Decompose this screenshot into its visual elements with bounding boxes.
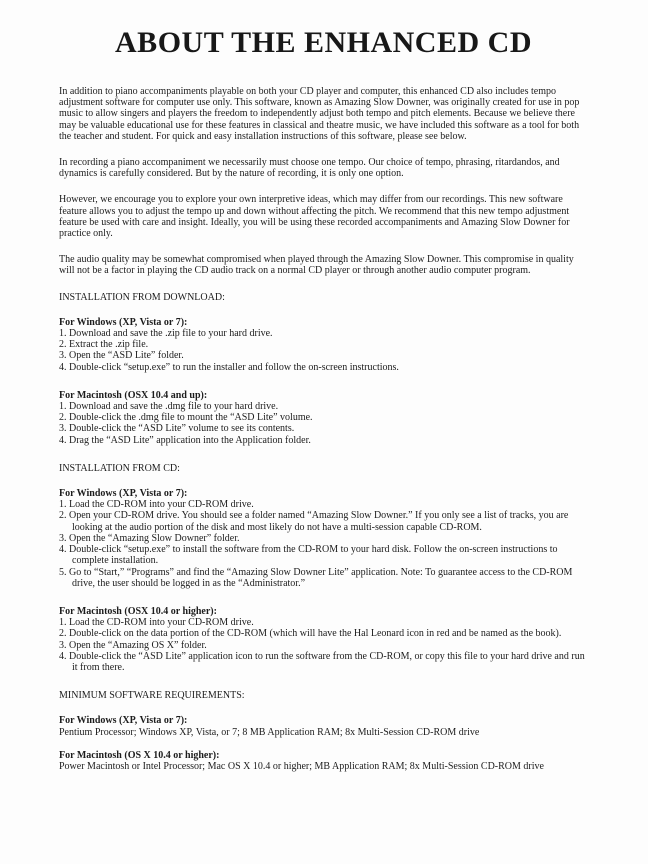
install-step: 4. Double-click “setup.exe” to install the software from the CD-ROM to your hard disk. Follow the on-screen instructions to complete installation.: [59, 544, 558, 567]
install-step: 2. Double-click the .dmg file to mount the “ASD Lite” volume.: [59, 412, 313, 424]
subsection-heading-windows-requirements: For Windows (XP, Vista or 7):: [59, 715, 188, 727]
section-heading-installation-from-cd: INSTALLATION FROM CD:: [59, 462, 180, 474]
subsection-macintosh-cd: [59, 606, 588, 673]
intro-paragraph-4: The audio quality may be somewhat compromised when played through the Amazing Slow Downer. This compromise in quality will not be a factor in playing the CD audio track on a normal CD player or through another audio computer program.: [59, 254, 574, 277]
install-step: 3. Open the “Amazing Slow Downer” folder.: [59, 532, 240, 544]
install-step: 2. Extract the .zip file.: [59, 339, 149, 351]
install-step: 4. Double-click “setup.exe” to run the installer and follow the on-screen instructions.: [59, 361, 399, 373]
install-step: 2. Open your CD-ROM drive. You should see a folder named “Amazing Slow Downer.” If you only see a list of tracks, you are looking at the audio portion of the disk and most likely do not have a multi-session capable CD-ROM.: [59, 510, 569, 533]
section-heading-minimum-software-requirements: MINIMUM SOFTWARE REQUIREMENTS:: [59, 690, 245, 702]
install-step: 3. Open the “ASD Lite” folder.: [59, 350, 184, 362]
subsection-heading-windows-cd: For Windows (XP, Vista or 7):: [59, 488, 188, 500]
requirements-line-macintosh: Power Macintosh or Intel Processor; Mac OS X 10.4 or higher; MB Application RAM; 8x Multi-Session CD-ROM drive: [59, 760, 544, 772]
install-step: 1. Load the CD-ROM into your CD-ROM drive.: [59, 617, 254, 629]
requirements-line-windows: Pentium Processor; Windows XP, Vista, or 7; 8 MB Application RAM; 8x Multi-Session CD-ROM drive: [59, 726, 480, 738]
install-step: 3. Open the “Amazing OS X” folder.: [59, 639, 207, 651]
install-step: 4. Drag the “ASD Lite” application into the Application folder.: [59, 434, 311, 446]
install-step: 1. Download and save the .zip file to your hard drive.: [59, 328, 273, 340]
install-step: 5. Go to “Start,” “Programs” and find the “Amazing Slow Downer Lite” application. Note: To guarantee access to the CD-ROM drive, the user should be logged in as the “Administrator.”: [59, 566, 573, 589]
subsection-heading-windows-download: For Windows (XP, Vista or 7):: [59, 316, 188, 328]
subsection-heading-macintosh-download: For Macintosh (OSX 10.4 and up):: [59, 389, 208, 401]
subsection-heading-macintosh-cd: For Macintosh (OSX 10.4 or higher):: [59, 605, 217, 617]
subsection-windows-download: [59, 317, 588, 373]
section-heading-installation-from-download: INSTALLATION FROM DOWNLOAD:: [59, 291, 225, 303]
intro-paragraph-1: In addition to piano accompaniments playable on both your CD player and computer, this enhanced CD also includes tempo adjustment software for computer use only. This software, known as Amazing Slow Downer, was originally created for use in pop music to allow singers and players the freedom to independently adjust both tempo and pitch elements. Because we believe there may be valuable educational use for these features in classical and theatre music, we have included this software as a tool for both the teacher and student. For quick and easy installation instructions of this software, please see below.: [59, 86, 580, 142]
subsection-macintosh-requirements: [59, 750, 588, 772]
install-step: 4. Double-click the “ASD Lite” application icon to run the software from the CD-ROM, or copy this file to your hard drive and run it from there.: [59, 650, 585, 673]
install-step: 1. Load the CD-ROM into your CD-ROM drive.: [59, 499, 254, 511]
page-title: ABOUT THE ENHANCED CD: [115, 26, 532, 59]
install-step: 1. Download and save the .dmg file to your hard drive.: [59, 401, 279, 413]
intro-paragraph-2: In recording a piano accompaniment we necessarily must choose one tempo. Our choice of tempo, phrasing, ritardandos, and dynamics is carefully considered. But by the nature of recording, it is only one option.: [59, 157, 560, 180]
subsection-windows-requirements: [59, 715, 588, 737]
subsection-heading-macintosh-requirements: For Macintosh (OS X 10.4 or higher):: [59, 749, 220, 761]
subsection-macintosh-download: [59, 390, 588, 446]
intro-paragraph-3: However, we encourage you to explore your own interpretive ideas, which may differ from our recordings. This new software feature allows you to adjust the tempo up and down without affecting the pitch. We recommend that this new tempo adjustment feature be used with care and insight. Ideally, you will be using these recorded accompaniments and Amazing Slow Downer for practice only.: [59, 194, 570, 240]
subsection-windows-cd: [59, 488, 588, 589]
install-step: 2. Double-click on the data portion of the CD-ROM (which will have the Hal Leonard icon in red and be named as the book).: [59, 628, 562, 640]
install-step: 3. Double-click the “ASD Lite” volume to see its contents.: [59, 423, 295, 435]
